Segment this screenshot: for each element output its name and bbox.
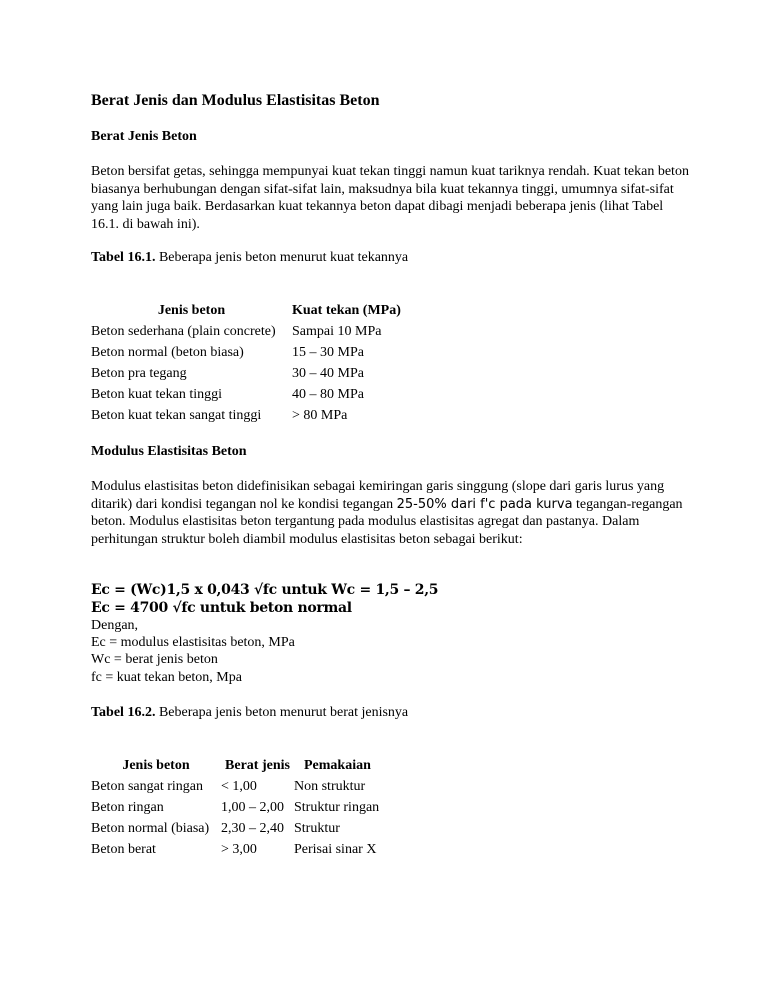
table-cell: Beton pra tegang: [91, 366, 187, 381]
formula-ec-normal: Ec = 4700 √fc untuk beton normal: [91, 600, 352, 616]
table-header-cell: Jenis beton: [157, 303, 226, 318]
paragraph-berat-jenis: Beton bersifat getas, sehingga mempunyai kuat tekan tinggi namun kuat tariknya rendah. Kuat tekan beton biasanya berhubungan dengan sifat-sifat lain, maksudnya bila kuat tekannya tinggi, umumnya sifat-sifat yang lain juga baik. Berdasarkan kuat tekannya beton dapat dibagi menjadi beberapa jenis (lihat Tabel 16.1. di bawah ini).: [91, 164, 689, 232]
table-header-row: [91, 755, 379, 776]
table-cell: Beton normal (beton biasa): [91, 345, 244, 360]
table-cell: Struktur: [294, 821, 340, 836]
table-kuat-tekan: [91, 300, 401, 426]
paragraph-modulus-part2: 25-50% dari f'c pada kurva: [396, 496, 573, 512]
table-cell: > 80 MPa: [292, 408, 348, 423]
table-cell: 30 – 40 MPa: [292, 366, 364, 381]
table-header-cell: Jenis beton: [122, 758, 190, 773]
table-row: [91, 818, 379, 839]
table-cell: Struktur ringan: [294, 800, 380, 815]
table1-caption-text: Beberapa jenis beton menurut kuat tekannya: [155, 250, 409, 265]
table-row: [91, 797, 379, 818]
table-header-cell: Pemakaian: [304, 758, 371, 773]
table2-caption: [91, 705, 408, 721]
table-cell: Perisai sinar X: [294, 842, 377, 857]
formula-ec-wc: Ec = (Wc)1,5 x 0,043 √fc untuk Wc = 1,5 – 2,5: [91, 582, 439, 598]
text-line: fc = kuat tekan beton, Mpa: [91, 670, 242, 685]
table1-caption-label: Tabel 16.1.: [91, 250, 156, 265]
paragraph-modulus-part3: tegangan-regangan beton. Modulus elastisitas beton tergantung pada modulus elastisitas agregat dan pastanya. Dalam perhitungan struktur boleh diambil modulus elastisitas beton sebagai berikut:: [91, 496, 683, 547]
text-line: Ec = modulus elastisitas beton, MPa: [91, 635, 295, 650]
table-cell: Beton kuat tekan tinggi: [91, 387, 223, 402]
table-header-cell: Kuat tekan (MPa): [292, 303, 401, 318]
table2-caption-text: Beberapa jenis beton menurut berat jenisnya: [155, 705, 409, 720]
table-cell: 15 – 30 MPa: [292, 345, 364, 360]
table-row: [91, 384, 401, 405]
table2-caption-label: Tabel 16.2.: [91, 705, 156, 720]
table-row: [91, 363, 401, 384]
table-cell: Beton berat: [91, 842, 156, 857]
table-cell: 2,30 – 2,40: [221, 821, 284, 836]
table-row: [91, 342, 401, 363]
table-cell: Non struktur: [294, 779, 366, 794]
table-row: [91, 776, 379, 797]
table-header-row: [91, 300, 401, 321]
paragraph-modulus-part1: Modulus elastisitas beton didefinisikan sebagai kemiringan garis singgung (slope dari garis lurus yang ditarik) dari kondisi tegangan nol ke kondisi tegangan: [91, 479, 665, 512]
document-title: Berat Jenis dan Modulus Elastisitas Beton: [91, 92, 380, 109]
text-line: Wc = berat jenis beton: [91, 652, 218, 667]
table-row: [91, 839, 379, 860]
section-heading-berat-jenis: Berat Jenis Beton: [91, 129, 197, 144]
text-line: Dengan,: [91, 618, 139, 633]
table-cell: Beton sederhana (plain concrete): [91, 324, 276, 339]
table-cell: 1,00 – 2,00: [221, 800, 284, 815]
table1-caption: [91, 250, 408, 266]
table-berat-jenis: [91, 755, 379, 860]
table-cell: 40 – 80 MPa: [292, 387, 364, 402]
table-cell: > 3,00: [221, 842, 257, 857]
table-cell: Beton kuat tekan sangat tinggi: [91, 408, 262, 423]
table-row: [91, 321, 401, 342]
table-cell: Beton sangat ringan: [91, 779, 203, 794]
section-heading-modulus: Modulus Elastisitas Beton: [91, 444, 247, 459]
table-cell: < 1,00: [221, 779, 257, 794]
table-row: [91, 405, 401, 426]
table-cell: Beton ringan: [91, 800, 164, 815]
paragraph-modulus: [91, 478, 691, 548]
table-cell: Sampai 10 MPa: [292, 324, 382, 339]
table-header-cell: Berat jenis: [225, 758, 290, 773]
table-cell: Beton normal (biasa): [91, 821, 210, 836]
